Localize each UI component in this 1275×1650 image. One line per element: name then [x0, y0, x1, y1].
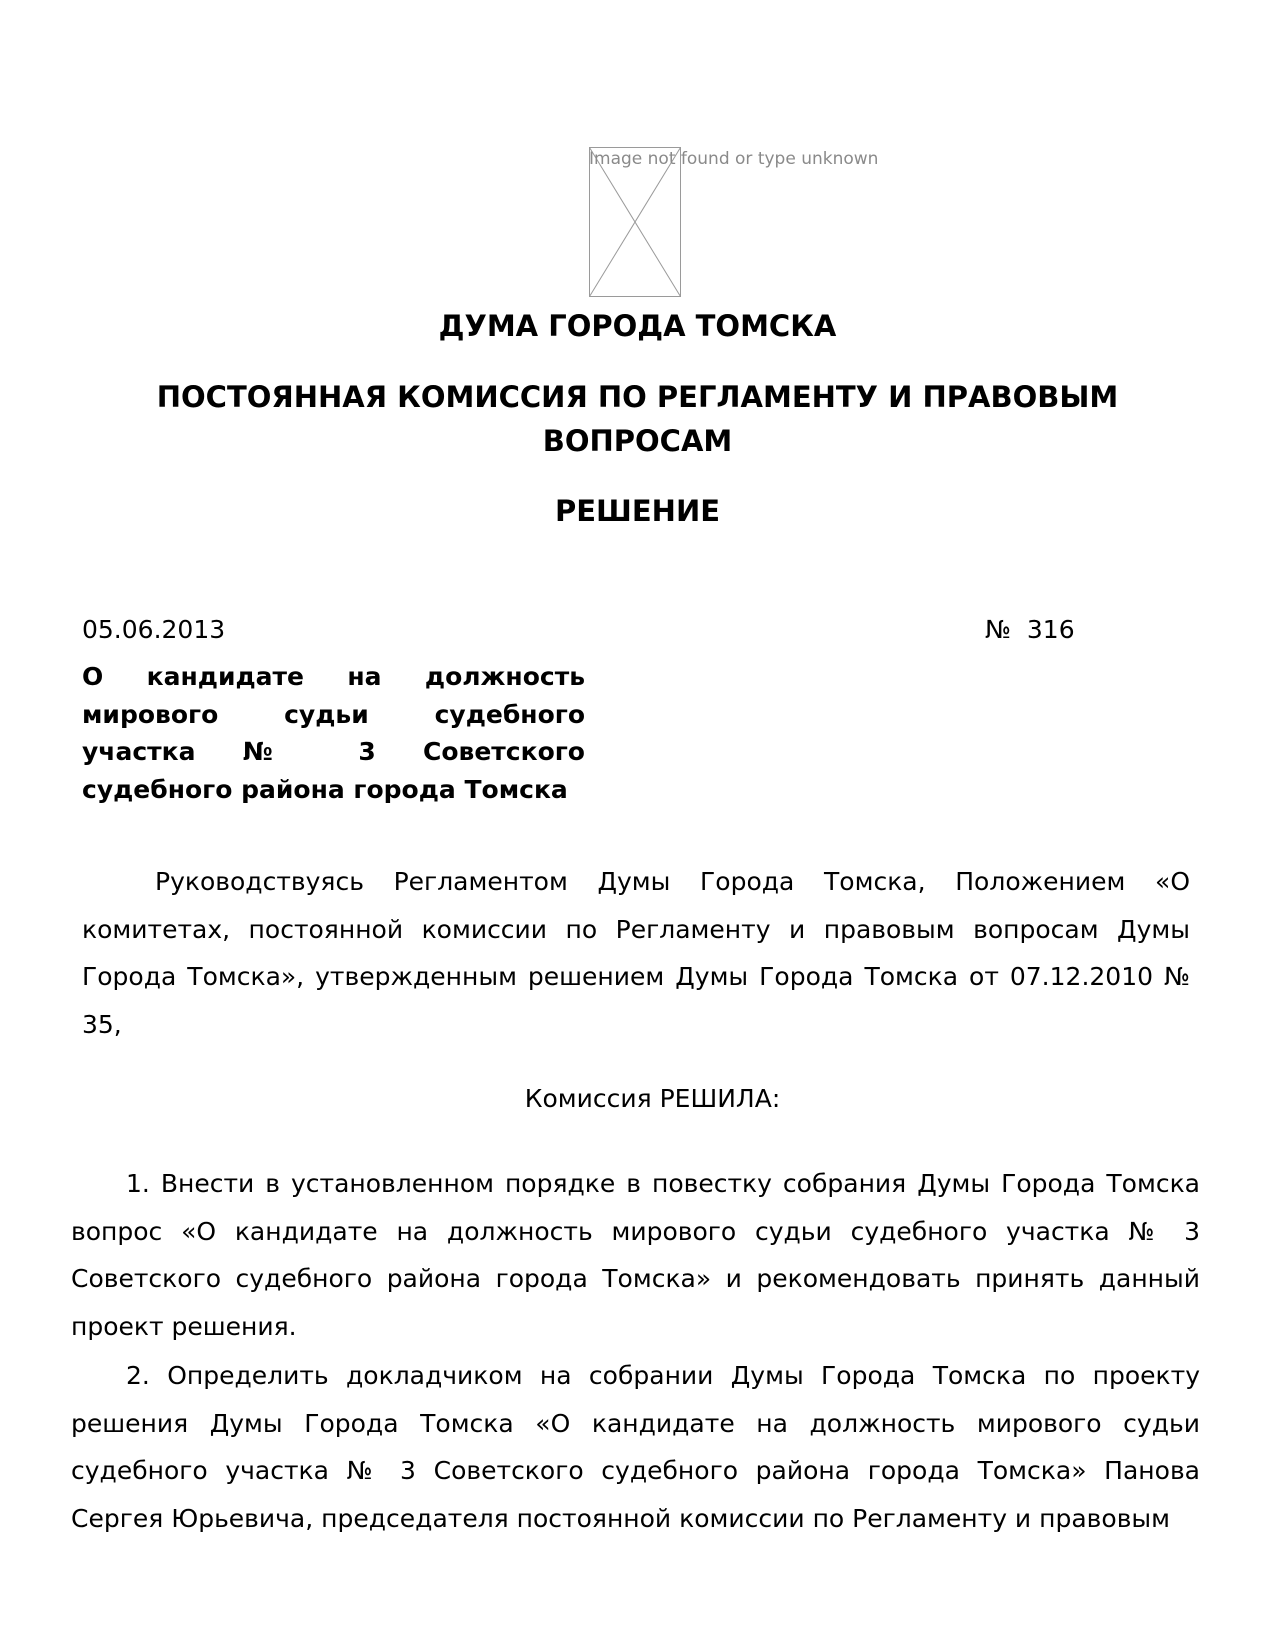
broken-image-icon [589, 147, 681, 297]
document-date: 05.06.2013 [82, 615, 226, 644]
preamble-paragraph: Руководствуясь Регламентом Думы Города Томска, Положением «О комитетах, постоянной комиссии по Регламенту и правовым вопросам Думы Города Томска», утвержденным решением Думы Города Томска от 07.12.2010 № 35, [82, 867, 1190, 1039]
resolution-item: 2. Определить докладчиком на собрании Думы Города Томска по проекту решения Думы Города Томска «О кандидате на должность мирового судьи судебного участка № 3 Советского судебного района города Томска» Панова Сергея Юрьевича, председателя постоянной комиссии по Регламенту и правовым [71, 1361, 1200, 1533]
document-subject: О кандидате на должность мирового судьи судебного участка № 3 Советского судебного района города Томска [82, 662, 585, 804]
document-type-heading: РЕШЕНИЕ [554, 494, 721, 528]
organization-title: ДУМА ГОРОДА ТОМСКА [438, 309, 837, 343]
resolution-item: 1. Внести в установленном порядке в повестку собрания Думы Города Томска вопрос «О кандидате на должность мирового судьи судебного участка № 3 Советского судебного района города Томска» и рекомендовать принять данный проект решения. [71, 1169, 1200, 1341]
document-number: № 316 [985, 615, 1075, 644]
commission-title: ПОСТОЯННАЯ КОМИССИЯ ПО РЕГЛАМЕНТУ И ПРАВОВЫМ ВОПРОСАМ [156, 380, 1119, 458]
broken-image-alt-text: Image not found or type unknown [589, 149, 879, 169]
resolved-heading: Комиссия РЕШИЛА: [524, 1084, 781, 1113]
broken-image-placeholder [589, 147, 681, 297]
